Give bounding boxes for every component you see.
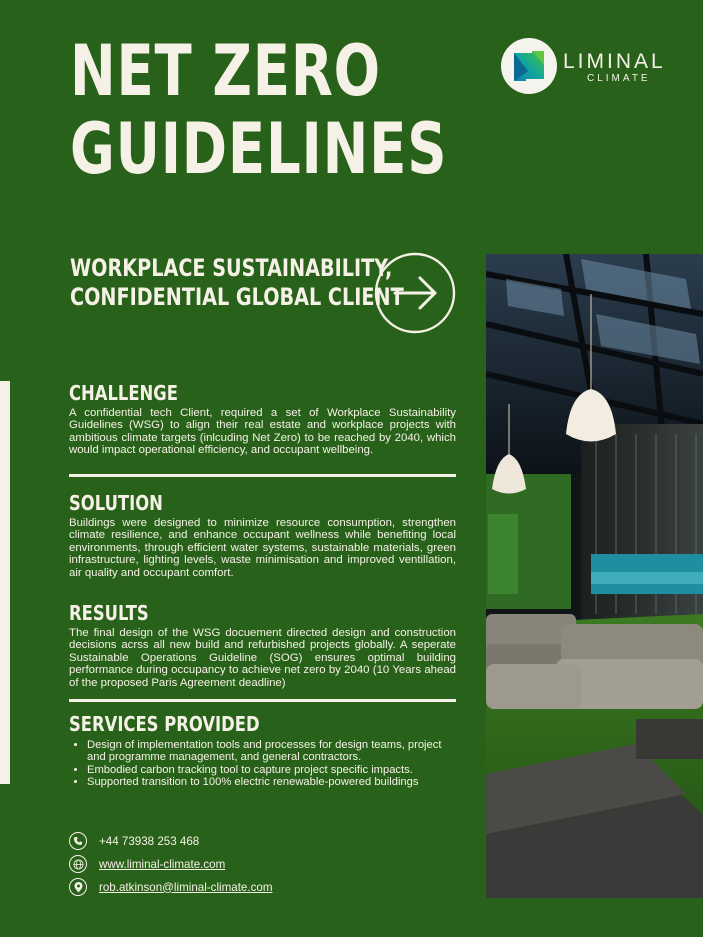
section-challenge — [69, 382, 456, 457]
challenge-heading: CHALLENGE — [69, 381, 178, 405]
divider-1 — [69, 474, 456, 477]
contact-website — [69, 853, 225, 875]
results-body: The final design of the WSG docuement directed design and construction decisions acrss all new build and refurbished projects globally. A seperate Sustainable Operations Guideline (SOG) ensures optimal building performance during occupancy to achieve net zero by 2040 (10 Years ahead of the proposed Paris Agreement deadline) — [69, 627, 456, 689]
liminal-climate-logo — [501, 38, 681, 96]
subtitle-line-1: WORKPLACE SUSTAINABILITY, — [70, 254, 393, 282]
results-heading: RESULTS — [69, 601, 149, 625]
location-pin-icon — [69, 878, 87, 896]
subtitle — [70, 254, 404, 312]
next-arrow-button[interactable] — [374, 252, 456, 334]
divider-2 — [69, 699, 456, 702]
office-lounge-image — [486, 254, 703, 898]
left-accent-bar — [0, 381, 10, 784]
logo-wordmark: LIMINAL — [563, 50, 666, 73]
interior-photo — [486, 254, 703, 898]
solution-body: Buildings were designed to minimize resource consumption, strengthen climate resilience, and enhance occupant wellness while benefiting local environments, through efficient water systems, sustainable materials, green infrastructure, lighting levels, waste minimisation and improved ventillation, air quality and occupant comfort. — [69, 517, 456, 579]
section-solution — [69, 492, 456, 579]
section-services — [69, 713, 456, 789]
challenge-body: A confidential tech Client, required a set of Workplace Sustainability Guidelines (WSG) to align their real estate and workplace projects with ambitious climate targets (inlcuding Net Zero) to be reached by 2040, which would impact operational efficiency, and occupant wellbeing. — [69, 407, 456, 457]
logo-mark-icon — [512, 49, 546, 83]
title-line-1: NET ZERO — [70, 30, 381, 112]
contact-email — [69, 876, 273, 898]
logo-subtext: CLIMATE — [587, 73, 651, 84]
phone-number: +44 73938 253 468 — [99, 834, 200, 848]
service-item: • Supported transition to 100% electric renewable-powered buildings — [87, 776, 456, 788]
subtitle-line-2: CONFIDENTIAL GLOBAL CLIENT — [70, 283, 404, 311]
section-results — [69, 602, 456, 689]
solution-heading: SOLUTION — [69, 491, 163, 515]
website-link[interactable]: www.liminal-climate.com — [99, 857, 226, 871]
services-heading: SERVICES PROVIDED — [69, 712, 260, 736]
title-line-2: GUIDELINES — [70, 108, 448, 190]
page-title — [70, 32, 447, 188]
contact-phone — [69, 830, 199, 852]
service-item: • Embodied carbon tracking tool to capture project specific impacts. — [87, 764, 456, 776]
email-link[interactable]: rob.atkinson@liminal-climate.com — [99, 880, 273, 894]
globe-icon — [69, 855, 87, 873]
service-item: • Design of implementation tools and processes for design teams, project and programme management, and general contractors. — [87, 739, 456, 764]
arrow-right-icon — [374, 252, 456, 334]
services-list — [69, 739, 456, 789]
logo-badge — [501, 38, 557, 94]
phone-icon — [69, 832, 87, 850]
